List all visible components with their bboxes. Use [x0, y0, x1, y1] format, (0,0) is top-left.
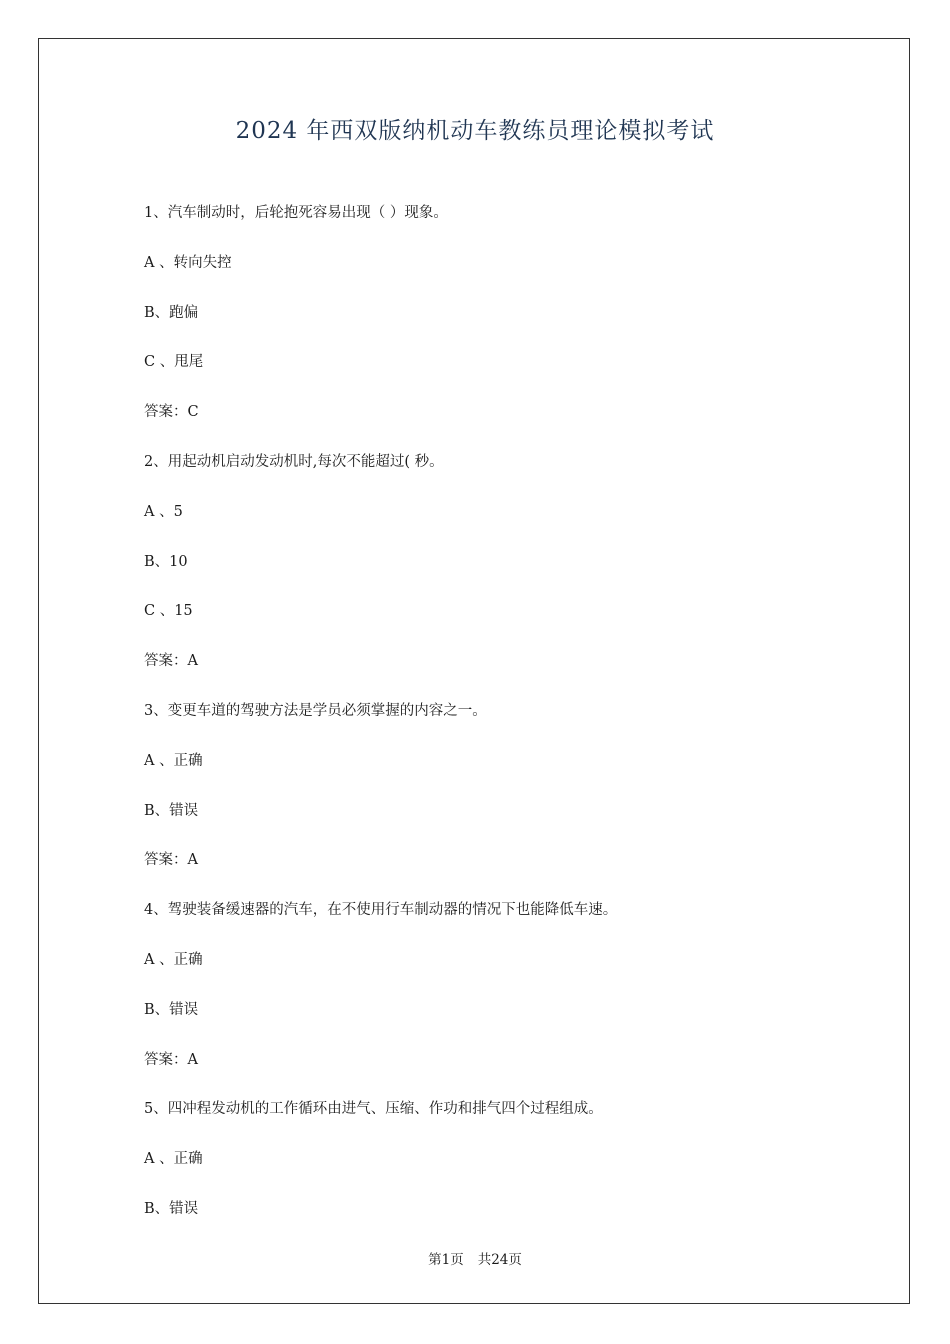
- question-stem: 5、四冲程发动机的工作循环由进气、压缩、作功和排气四个过程组成。: [144, 1101, 603, 1118]
- option-c: C 、15: [144, 603, 193, 620]
- option-a: A 、正确: [144, 1151, 203, 1168]
- question-stem: 3、变更车道的驾驶方法是学员必须掌握的内容之一。: [144, 702, 487, 719]
- question-stem: 2、用起动机启动发动机时,每次不能超过( 秒。: [144, 453, 444, 470]
- answer-line: 答案：A: [144, 1051, 198, 1068]
- option-b: B、错误: [144, 802, 199, 819]
- answer-line: 答案：C: [144, 404, 199, 421]
- option-a: A 、正确: [144, 752, 203, 769]
- page-number: 第1页: [428, 1252, 464, 1268]
- option-a: A 、转向失控: [144, 254, 232, 271]
- option-a: A 、5: [144, 503, 183, 520]
- page-total: 共24页: [477, 1252, 522, 1268]
- question-stem: 1、汽车制动时，后轮抱死容易出现（ ）现象。: [144, 205, 448, 221]
- document-title: 2024 年西双版纳机动车教练员理论模拟考试: [235, 118, 715, 144]
- answer-line: 答案：A: [144, 653, 198, 670]
- option-c: C 、甩尾: [144, 354, 204, 371]
- page-footer: [0, 1248, 950, 1268]
- option-b: B、错误: [144, 1200, 199, 1217]
- question-stem: 4、驾驶装备缓速器的汽车，在不使用行车制动器的情况下也能降低车速。: [144, 902, 618, 919]
- option-a: A 、正确: [144, 951, 203, 968]
- question-list: [144, 202, 864, 1248]
- option-b: B、跑偏: [144, 304, 199, 321]
- option-b: B、10: [144, 553, 188, 570]
- option-b: B、错误: [144, 1001, 199, 1018]
- answer-line: 答案：A: [144, 852, 198, 869]
